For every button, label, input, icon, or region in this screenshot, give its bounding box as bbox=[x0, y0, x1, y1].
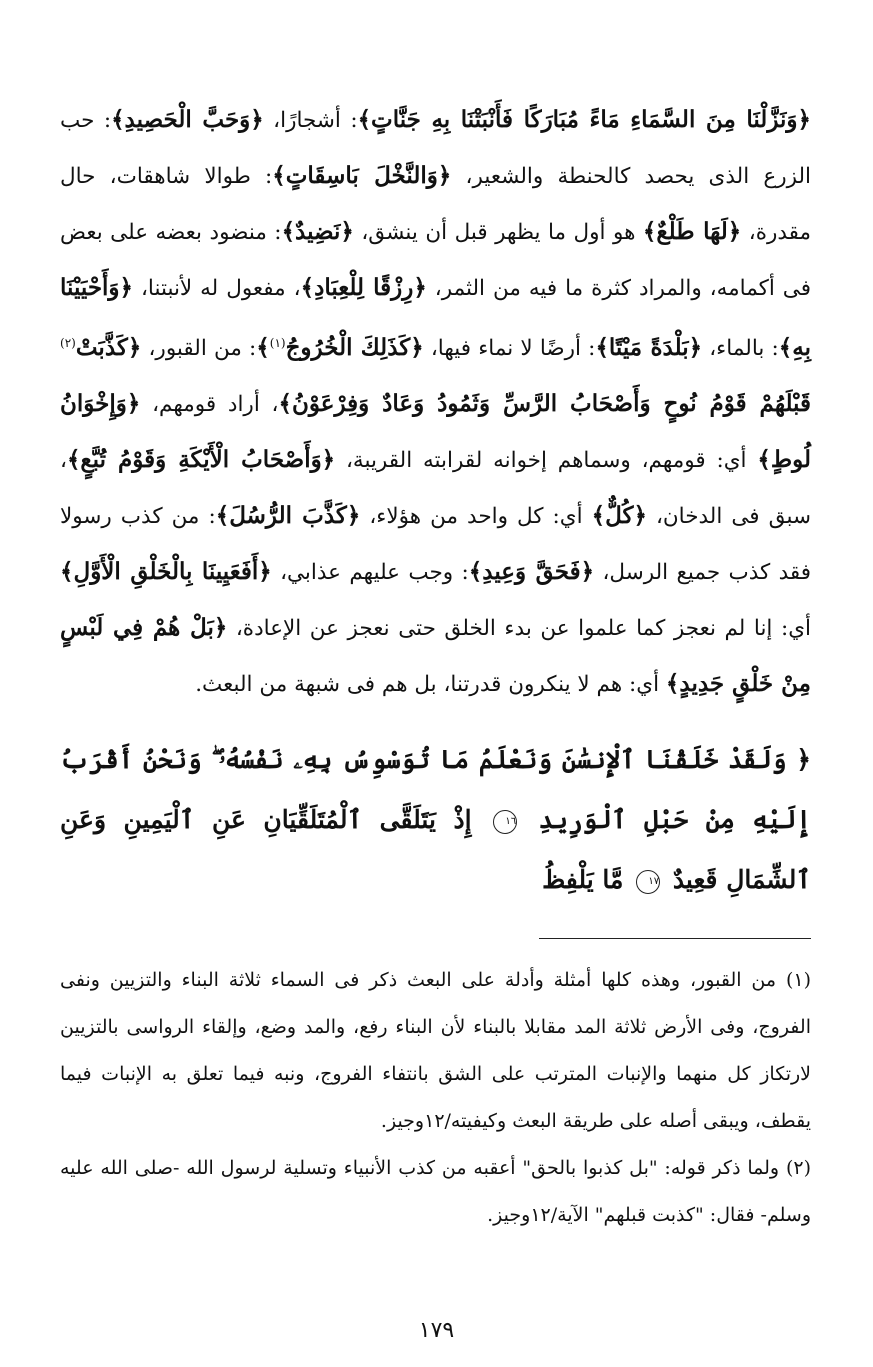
commentary-run: : من كذب رسولا فقد كذب جميع الرسل، bbox=[60, 504, 812, 586]
quran-quote: ﴿وَحَبَّ الْحَصِيدِ﴾ bbox=[111, 106, 264, 133]
quran-quote: ﴿فَحَقَّ وَعِيدِ﴾ bbox=[468, 558, 595, 586]
ayah-number: ١٦ bbox=[493, 810, 517, 834]
quran-quote: ﴿وَنَزَّلْنَا مِنَ السَّمَاءِ مَاءً مُبَارَكًا فَأَنْبَتْنَا بِهِ جَنَّاتٍ﴾ bbox=[357, 106, 811, 133]
quran-quote: ﴿بَلْدَةً مَيْتًا﴾ bbox=[595, 334, 703, 362]
footnotes bbox=[60, 957, 811, 1239]
quran-quote: ﴿نَضِيدٌ﴾ bbox=[281, 218, 354, 245]
quran-quote: ﴿أَفَعَيِينَا بِالْخَلْقِ الْأَوَّلِ﴾ bbox=[60, 558, 272, 586]
commentary-run: : أشجارًا، bbox=[263, 108, 358, 133]
commentary-run: : طوالا شاهقات، حال مقدرة، bbox=[60, 164, 812, 245]
footnote-divider bbox=[539, 938, 811, 939]
quran-quote: ﴿وَأَحْيَيْنَا بِهِ﴾ bbox=[60, 274, 811, 362]
footnote-marker: (١) bbox=[269, 336, 286, 350]
commentary-run: أي: قومهم، وسماهم إخوانه لقرابته القريبة، bbox=[335, 448, 758, 474]
quran-quote: ﴿بَلْ هُمْ فِي لَبْسٍ مِنْ خَلْقٍ جَدِيدٍ﴾ bbox=[60, 614, 811, 698]
quran-quote: ﴿وَإِخْوَانُ لُوطٍ﴾ bbox=[60, 390, 811, 474]
commentary-run: ، مفعول له لأنبتنا، bbox=[133, 276, 301, 301]
commentary-run: أي: كل واحد من هؤلاء، bbox=[360, 504, 592, 530]
commentary-run: : منضود بعضه على بعض فى أكمامه، والمراد كثرة ما فيه من الثمر، bbox=[60, 220, 811, 301]
verse-run: ﴿ وَلَقَدْ خَلَقْنَا ٱلْإِنسَٰنَ وَنَعْلَمُ مَا تُوَسْوِسُ بِهِۦ نَفْسُهُۥ ۖ وَنَحْنُ أَقْرَبُ إِلَيْهِ مِنْ حَبْلِ ٱلْوَرِيدِ bbox=[60, 745, 812, 835]
quran-quote: قَبْلَهُمْ قَوْمُ نُوحٍ وَأَصْحَابُ الرَّسِّ وَثَمُودُ وَعَادٌ وَفِرْعَوْنُ﴾ bbox=[278, 390, 811, 418]
quran-quote: ﴿كَذَّبَتْ bbox=[75, 334, 142, 362]
footnote-number: (١) bbox=[776, 969, 812, 992]
quran-quote: ﴾ bbox=[256, 334, 270, 362]
commentary-run: أي: هم لا ينكرون قدرتنا، بل هم فى شبهة من البعث. bbox=[195, 672, 666, 698]
commentary-run: هو أول ما يظهر قبل أن ينشق، bbox=[353, 220, 643, 245]
commentary-text bbox=[60, 92, 811, 712]
footnote-text: ولما ذكر قوله: "بل كذبوا بالحق" أعقبه من كذب الأنبياء وتسلية لرسول الله -صلى الله عليه وسلم- فقال: "كذبت قبلهم" الآية/١٢وجيز. bbox=[60, 1157, 811, 1227]
ayah-number: ١٧ bbox=[636, 870, 660, 894]
quran-quote: ﴿كَذَلِكَ الْخُرُوجُ bbox=[285, 334, 424, 362]
commentary-run: : حب الزرع الذى يحصد كالحنطة والشعير، bbox=[60, 108, 811, 189]
commentary-run: : وجب عليهم عذابي، bbox=[271, 560, 469, 586]
footnote-item bbox=[60, 1145, 811, 1239]
commentary-run: : أرضًا لا نماء فيها، bbox=[423, 336, 596, 362]
verse-run: مَّا يَلْفِظُ bbox=[542, 865, 633, 895]
quran-quote: ﴿وَأَصْحَابُ الْأَيْكَةِ وَقَوْمُ تُبَّعٍ﴾ bbox=[66, 446, 336, 474]
footnote-text: من القبور، وهذه كلها أمثلة وأدلة على البعث ذكر فى السماء ثلاثة البناء والتزيين ونفى الفروج، وفى الأرض ثلاثة المد مقابلا بالبناء لأن البناء رفع، والمد وضع، وإلقاء الرواسى بالتزيين لارتكاز كل منهما والإنبات المترتب على الشق بانتفاء الفروج، ونبه فيما تعلق به الإنبات فيما يقطف، ويبقى أصله على طريقة البعث وكيفيته/١٢وجيز. bbox=[60, 969, 811, 1133]
commentary-run: أي: إنا لم نعجز كما علموا عن بدء الخلق حتى نعجز عن الإعادة، bbox=[227, 616, 811, 642]
commentary-run: ، أراد قومهم، bbox=[140, 392, 279, 418]
commentary-paragraph bbox=[60, 92, 811, 712]
quran-verse bbox=[60, 730, 811, 910]
footnote-number: (٢) bbox=[779, 1157, 811, 1180]
quran-quote: ﴿كُلٌّ﴾ bbox=[591, 502, 647, 530]
page-number: ١٧٩ bbox=[418, 1318, 455, 1343]
commentary-run: : من القبور، bbox=[141, 336, 257, 362]
footnote-marker: (٢) bbox=[60, 336, 76, 350]
commentary-run: ، سبق فى الدخان، bbox=[60, 448, 811, 530]
footnote-item bbox=[60, 957, 811, 1145]
quran-quote: ﴿لَهَا طَلْعٌ﴾ bbox=[642, 218, 742, 245]
commentary-run: : بالماء، bbox=[702, 336, 779, 362]
quran-quote: ﴿وَالنَّخْلَ بَاسِقَاتٍ﴾ bbox=[272, 162, 452, 189]
quran-quote: ﴿كَذَّبَ الرُّسُلَ﴾ bbox=[215, 502, 361, 530]
quran-quote: ﴿رِزْقًا لِلْعِبَادِ﴾ bbox=[300, 274, 427, 301]
verse-run: إِذْ يَتَلَقَّى ٱلْمُتَلَقِّيَانِ عَنِ ٱلْيَمِينِ وَعَنِ ٱلشِّمَالِ قَعِيدٌ bbox=[60, 805, 811, 895]
